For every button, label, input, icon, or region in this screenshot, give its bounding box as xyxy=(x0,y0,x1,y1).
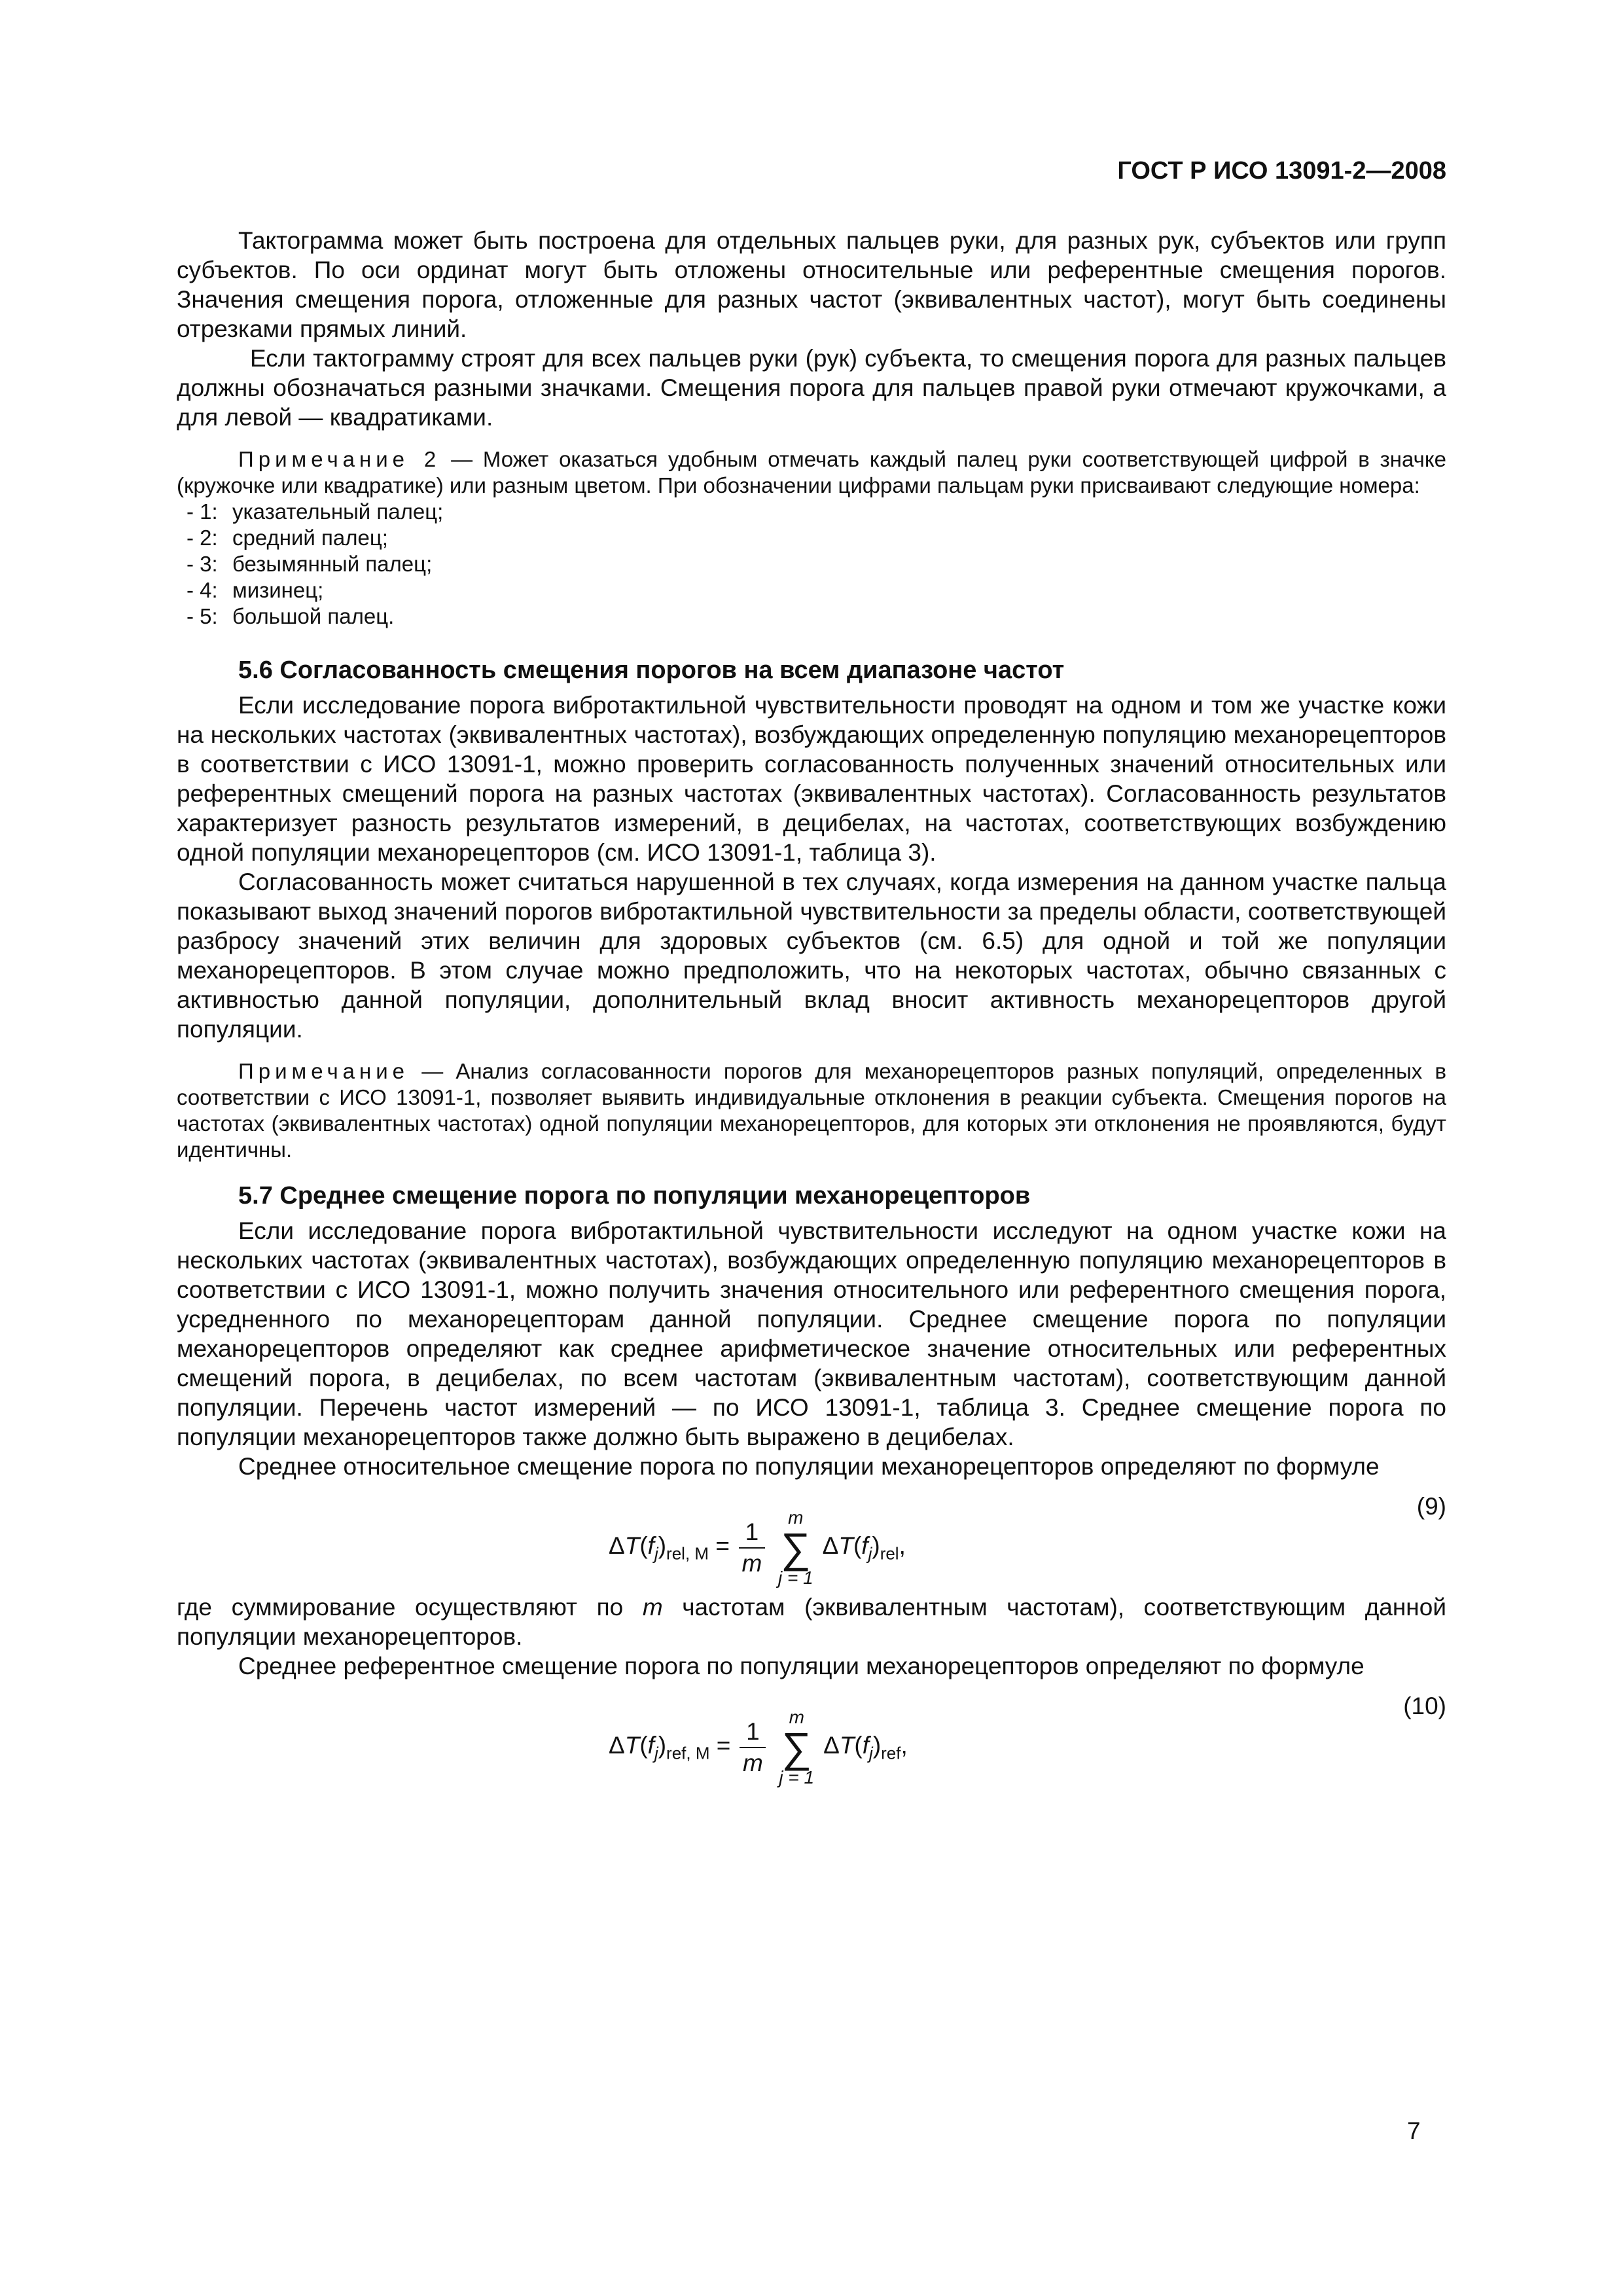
paragraph: Если исследование порога вибротактильной чувствительности проводят на одном и том же участке кожи на нескольких частотах (эквивалентных частотах), возбуждающих определенную популяцию механорецепторов в соответствии с ИСО 13091-1, можно проверить согласованность полученных значений относительных или референтных смещений порога на разных частотах (эквивалентных частотах). Согласованность результатов характеризует разность результатов измерений, в децибелах, на частотах, соответствующих возбуждению одной популяции механорецепторов (см. ИСО 13091-1, таблица 3). xyxy=(177,692,1446,866)
note-2 xyxy=(177,446,1446,499)
list-item: - 3: безымянный палец; xyxy=(187,552,433,576)
formula-9 xyxy=(177,1488,1446,1586)
rhs-subscript: ref xyxy=(881,1743,901,1763)
fraction: $\frac{1}{m}$ xyxy=(740,1718,766,1777)
page-number: 7 xyxy=(1407,2117,1421,2144)
list-item: - 5: большой палец. xyxy=(187,604,395,628)
formula-expression: $\Delta T(f_j)_{ref, M}$ = $\frac{1}{m}$ m ∑ j = 1 $\Delta T(f_j)_{ref}$, xyxy=(609,1707,908,1787)
paragraph: где суммирование осуществляют по m частотам (эквивалентным частотам), соответствующим данной популяции механорецепторов. xyxy=(177,1594,1446,1650)
paragraph: Среднее относительное смещение порога по популяции механорецепторов определяют по формуле xyxy=(238,1453,1380,1480)
section-heading-5-6: 5.6 Согласованность смещения порогов на всем диапазоне частот xyxy=(238,656,1065,684)
summation-sign: m ∑ j = 1 xyxy=(779,1707,815,1787)
summation-sign: m ∑ j = 1 xyxy=(777,1507,813,1588)
section-heading-5-7: 5.7 Среднее смещение порога по популяции механорецепторов xyxy=(238,1182,1031,1210)
lhs-subscript: rel, M xyxy=(666,1543,709,1564)
paragraph: Если тактограмму строят для всех пальцев руки (рук) субъекта, то смещения порога для разных пальцев должны обозначаться разными значками. Смещения порога для пальцев правой руки отмечают кружочками, а для левой — квадратиками. xyxy=(177,345,1446,431)
list-item: - 1: указательный палец; xyxy=(187,499,444,524)
rhs-subscript: rel xyxy=(880,1543,899,1564)
paragraph: Тактограмма может быть построена для отдельных пальцев руки, для разных рук, субъектов или групп субъектов. По оси ординат могут быть отложены относительные или референтные смещения порогов. Значения смещения порога, отложенные для разных частот (эквивалентных частот), могут быть соединены отрезками прямых линий. xyxy=(177,227,1446,342)
paragraph: Среднее референтное смещение порога по популяции механорецепторов определяют по формуле xyxy=(238,1653,1364,1679)
formula-number: (10) xyxy=(1403,1693,1446,1719)
list-item: - 4: мизинец; xyxy=(187,578,324,602)
note-text: — Анализ согласованности порогов для механорецепторов разных популяций, определенных в соответствии с ИСО 13091-1, позволяет выявить индивидуальные отклонения в реакции субъекта. Смещения порогов на частотах (эквивалентных частотах) одной популяции механорецепторов, для которых эти отклонения не проявляются, будут идентичны. xyxy=(177,1059,1446,1162)
note xyxy=(177,1058,1446,1163)
lhs-subscript: ref, M xyxy=(666,1743,710,1763)
note-label: Примечание xyxy=(238,1059,410,1083)
paragraph: Если исследование порога вибротактильной чувствительности исследуют на одном участке кожи на нескольких частотах (эквивалентных частотах), возбуждающих определенную популяцию механорецепторов в соответствии с ИСО 13091-1, можно получить значения относительного или референтного смещения порога, усредненного по механорецепторам данной популяции. Среднее смещение порога по популяции механорецепторов определяют как среднее арифметическое значение относительных или референтных смещений порога, в децибелах, по всем частотам (эквивалентным частотам), соответствующим данной популяции. Перечень частот измерений — по ИСО 13091-1, таблица 3. Среднее смещение порога по популяции механорецепторов также должно быть выражено в децибелах. xyxy=(177,1217,1446,1450)
paragraph: Согласованность может считаться нарушенной в тех случаях, когда измерения на данном участке пальца показывают выход значений порогов вибротактильной чувствительности за пределы области, соответствующей разбросу значений этих величин для здоровых субъектов (см. 6.5) для одной и той же популяции механорецепторов. В этом случае можно предположить, что на некоторых частотах, обычно связанных с активностью данной популяции, дополнительный вклад вносит активность механорецепторов другой популяции. xyxy=(177,869,1446,1043)
finger-number-list xyxy=(187,499,1446,630)
standard-code-header: ГОСТ Р ИСО 13091-2—2008 xyxy=(1117,157,1446,185)
note-text: — Может оказаться удобным отмечать каждый палец руки соответствующей цифрой в значке (кружочке или квадратике) или разным цветом. При обозначении цифрами пальцам руки присваивают следующие номера: xyxy=(177,447,1446,497)
list-item: - 2: средний палец; xyxy=(187,526,388,550)
fraction: $\frac{1}{m}$ xyxy=(739,1518,765,1577)
formula-number: (9) xyxy=(1416,1493,1446,1520)
document-body xyxy=(177,226,1446,1792)
formula-10 xyxy=(177,1687,1446,1785)
note-label: Примечание 2 xyxy=(238,447,441,471)
formula-expression: $\Delta T(f_j)_{rel, M}$ = $\frac{1}{m}$ m ∑ j = 1 $\Delta T(f_j)_{rel}$, xyxy=(609,1507,906,1588)
